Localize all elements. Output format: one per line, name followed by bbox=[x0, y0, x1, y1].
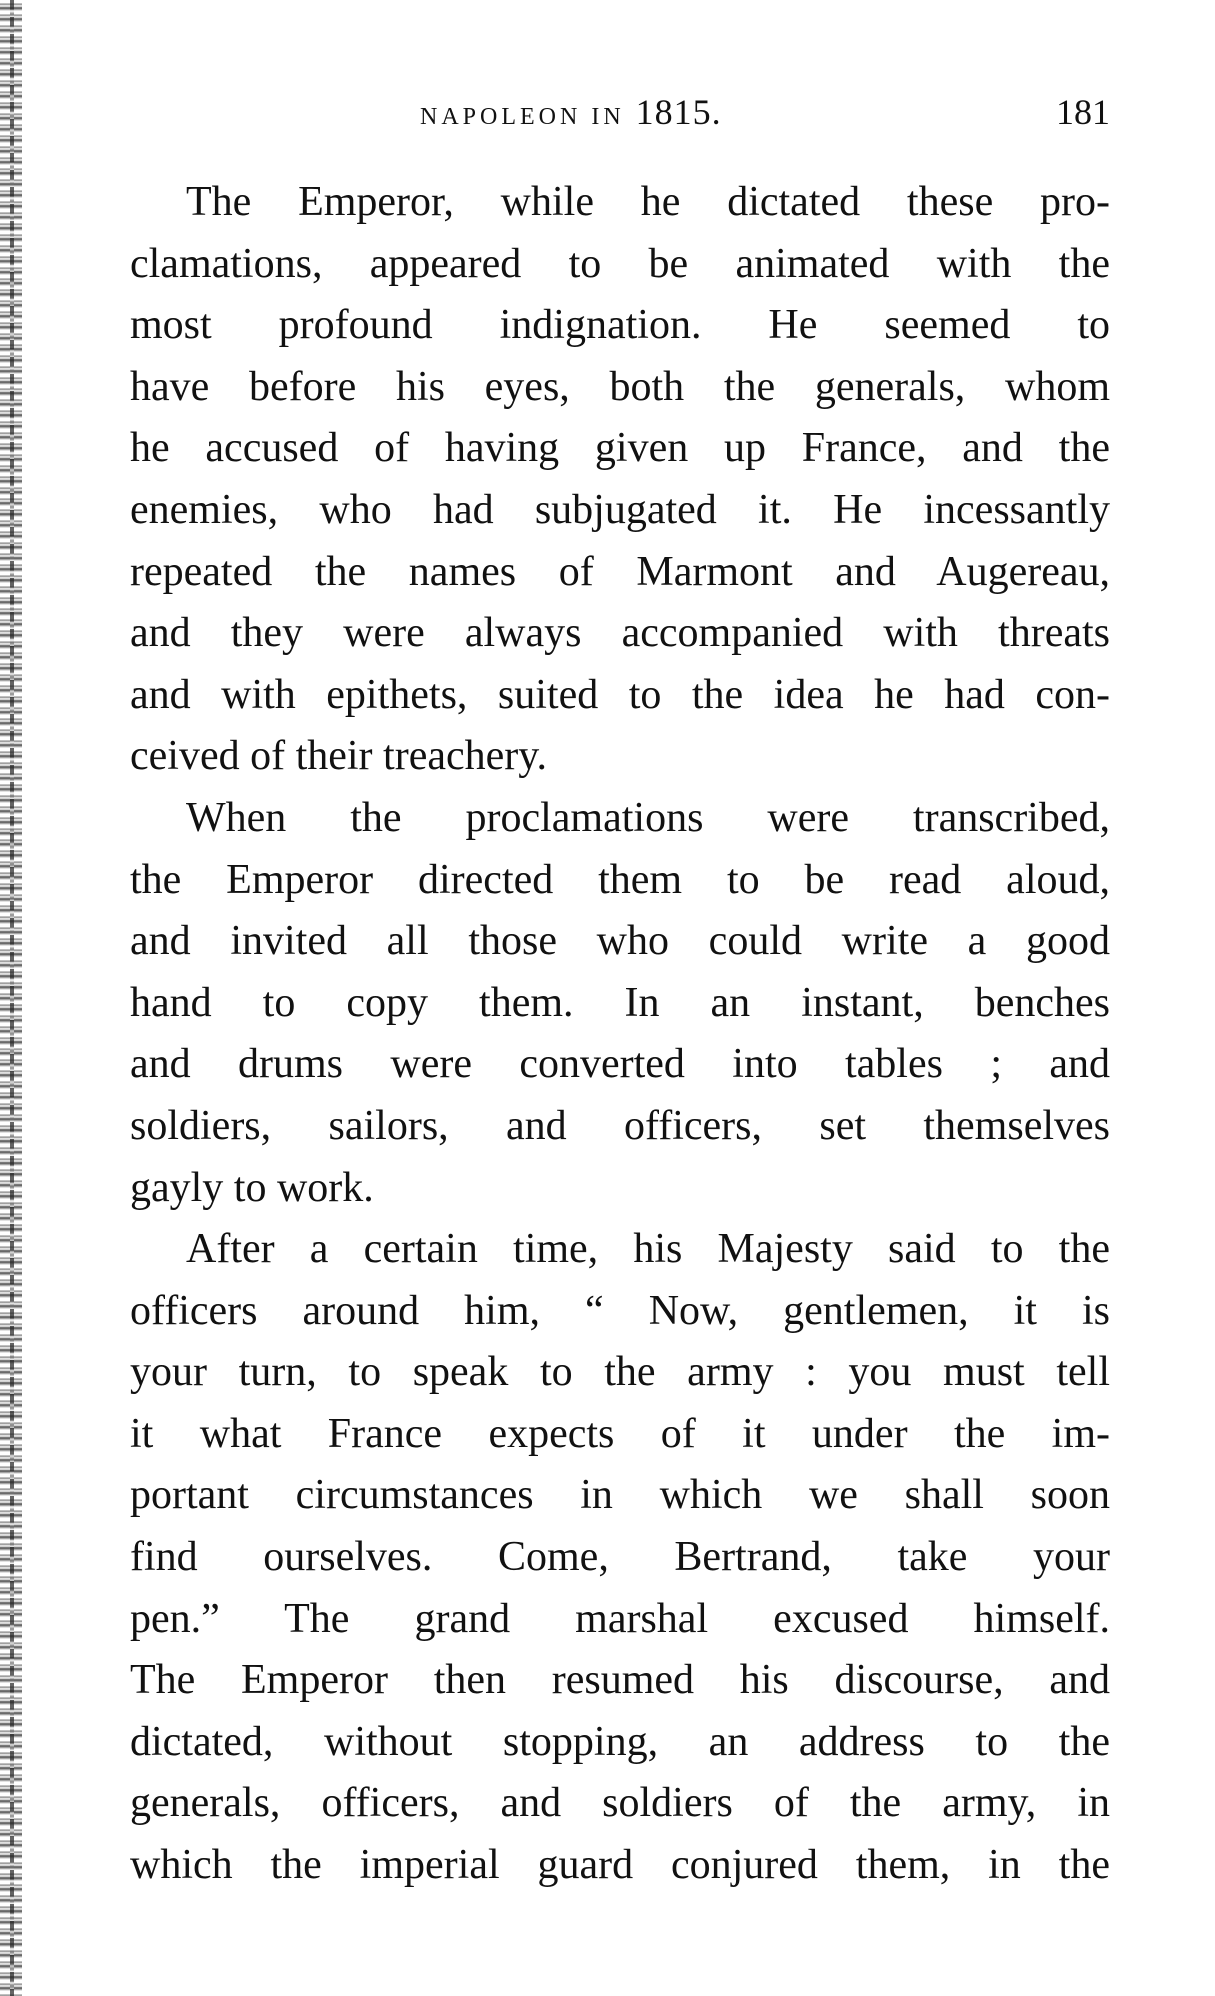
text-line: and drums were converted into tables ; and bbox=[130, 1041, 1110, 1088]
text-line: generals, officers, and soldiers of the army, in bbox=[130, 1780, 1110, 1827]
body-text bbox=[130, 172, 1110, 1897]
text-line: hand to copy them. In an instant, benches bbox=[130, 979, 1110, 1026]
text-line: The Emperor then resumed his discourse, and bbox=[130, 1657, 1110, 1704]
text-line: it what France expects of it under the im- bbox=[130, 1410, 1110, 1457]
text-line: and with epithets, suited to the idea he had con- bbox=[130, 671, 1110, 718]
text-line: officers around him, “ Now, gentlemen, it is bbox=[130, 1287, 1110, 1334]
text-line: find ourselves. Come, Bertrand, take your bbox=[130, 1534, 1110, 1581]
text-line: The Emperor, while he dictated these pro- bbox=[186, 179, 1110, 225]
text-line: your turn, to speak to the army : you must tell bbox=[130, 1349, 1110, 1396]
text-line: gayly to work. bbox=[130, 1164, 374, 1211]
text-line: soldiers, sailors, and officers, set themselves bbox=[130, 1102, 1110, 1149]
text-line: most profound indignation. He seemed to bbox=[130, 302, 1110, 349]
text-line: he accused of having given up France, and the bbox=[130, 425, 1110, 472]
text-line: repeated the names of Marmont and Augereau, bbox=[130, 548, 1110, 595]
text-line: portant circumstances in which we shall soon bbox=[130, 1472, 1110, 1519]
text-line: enemies, who had subjugated it. He incessantly bbox=[130, 486, 1110, 533]
page-header bbox=[130, 82, 1110, 142]
text-line: and invited all those who could write a good bbox=[130, 918, 1110, 965]
binding-shadow bbox=[10, 0, 14, 1996]
text-line: pen.” The grand marshal excused himself. bbox=[130, 1595, 1110, 1642]
text-line: clamations, appeared to be animated with the bbox=[130, 240, 1110, 287]
page-number: 181 bbox=[1056, 92, 1110, 132]
text-line: dictated, without stopping, an address to the bbox=[130, 1718, 1110, 1765]
running-head-year: 1815. bbox=[635, 92, 722, 132]
running-head bbox=[420, 82, 722, 147]
text-line: the Emperor directed them to be read aloud, bbox=[130, 856, 1110, 903]
text-line: have before his eyes, both the generals, whom bbox=[130, 363, 1110, 410]
text-line: which the imperial guard conjured them, in the bbox=[130, 1842, 1110, 1889]
running-head-title: NAPOLEON IN bbox=[420, 104, 625, 130]
text-line: and they were always accompanied with threats bbox=[130, 610, 1110, 657]
text-line: When the proclamations were transcribed, bbox=[186, 794, 1110, 841]
text-line: ceived of their treachery. bbox=[130, 733, 548, 780]
text-line: After a certain time, his Majesty said to the bbox=[186, 1226, 1110, 1273]
